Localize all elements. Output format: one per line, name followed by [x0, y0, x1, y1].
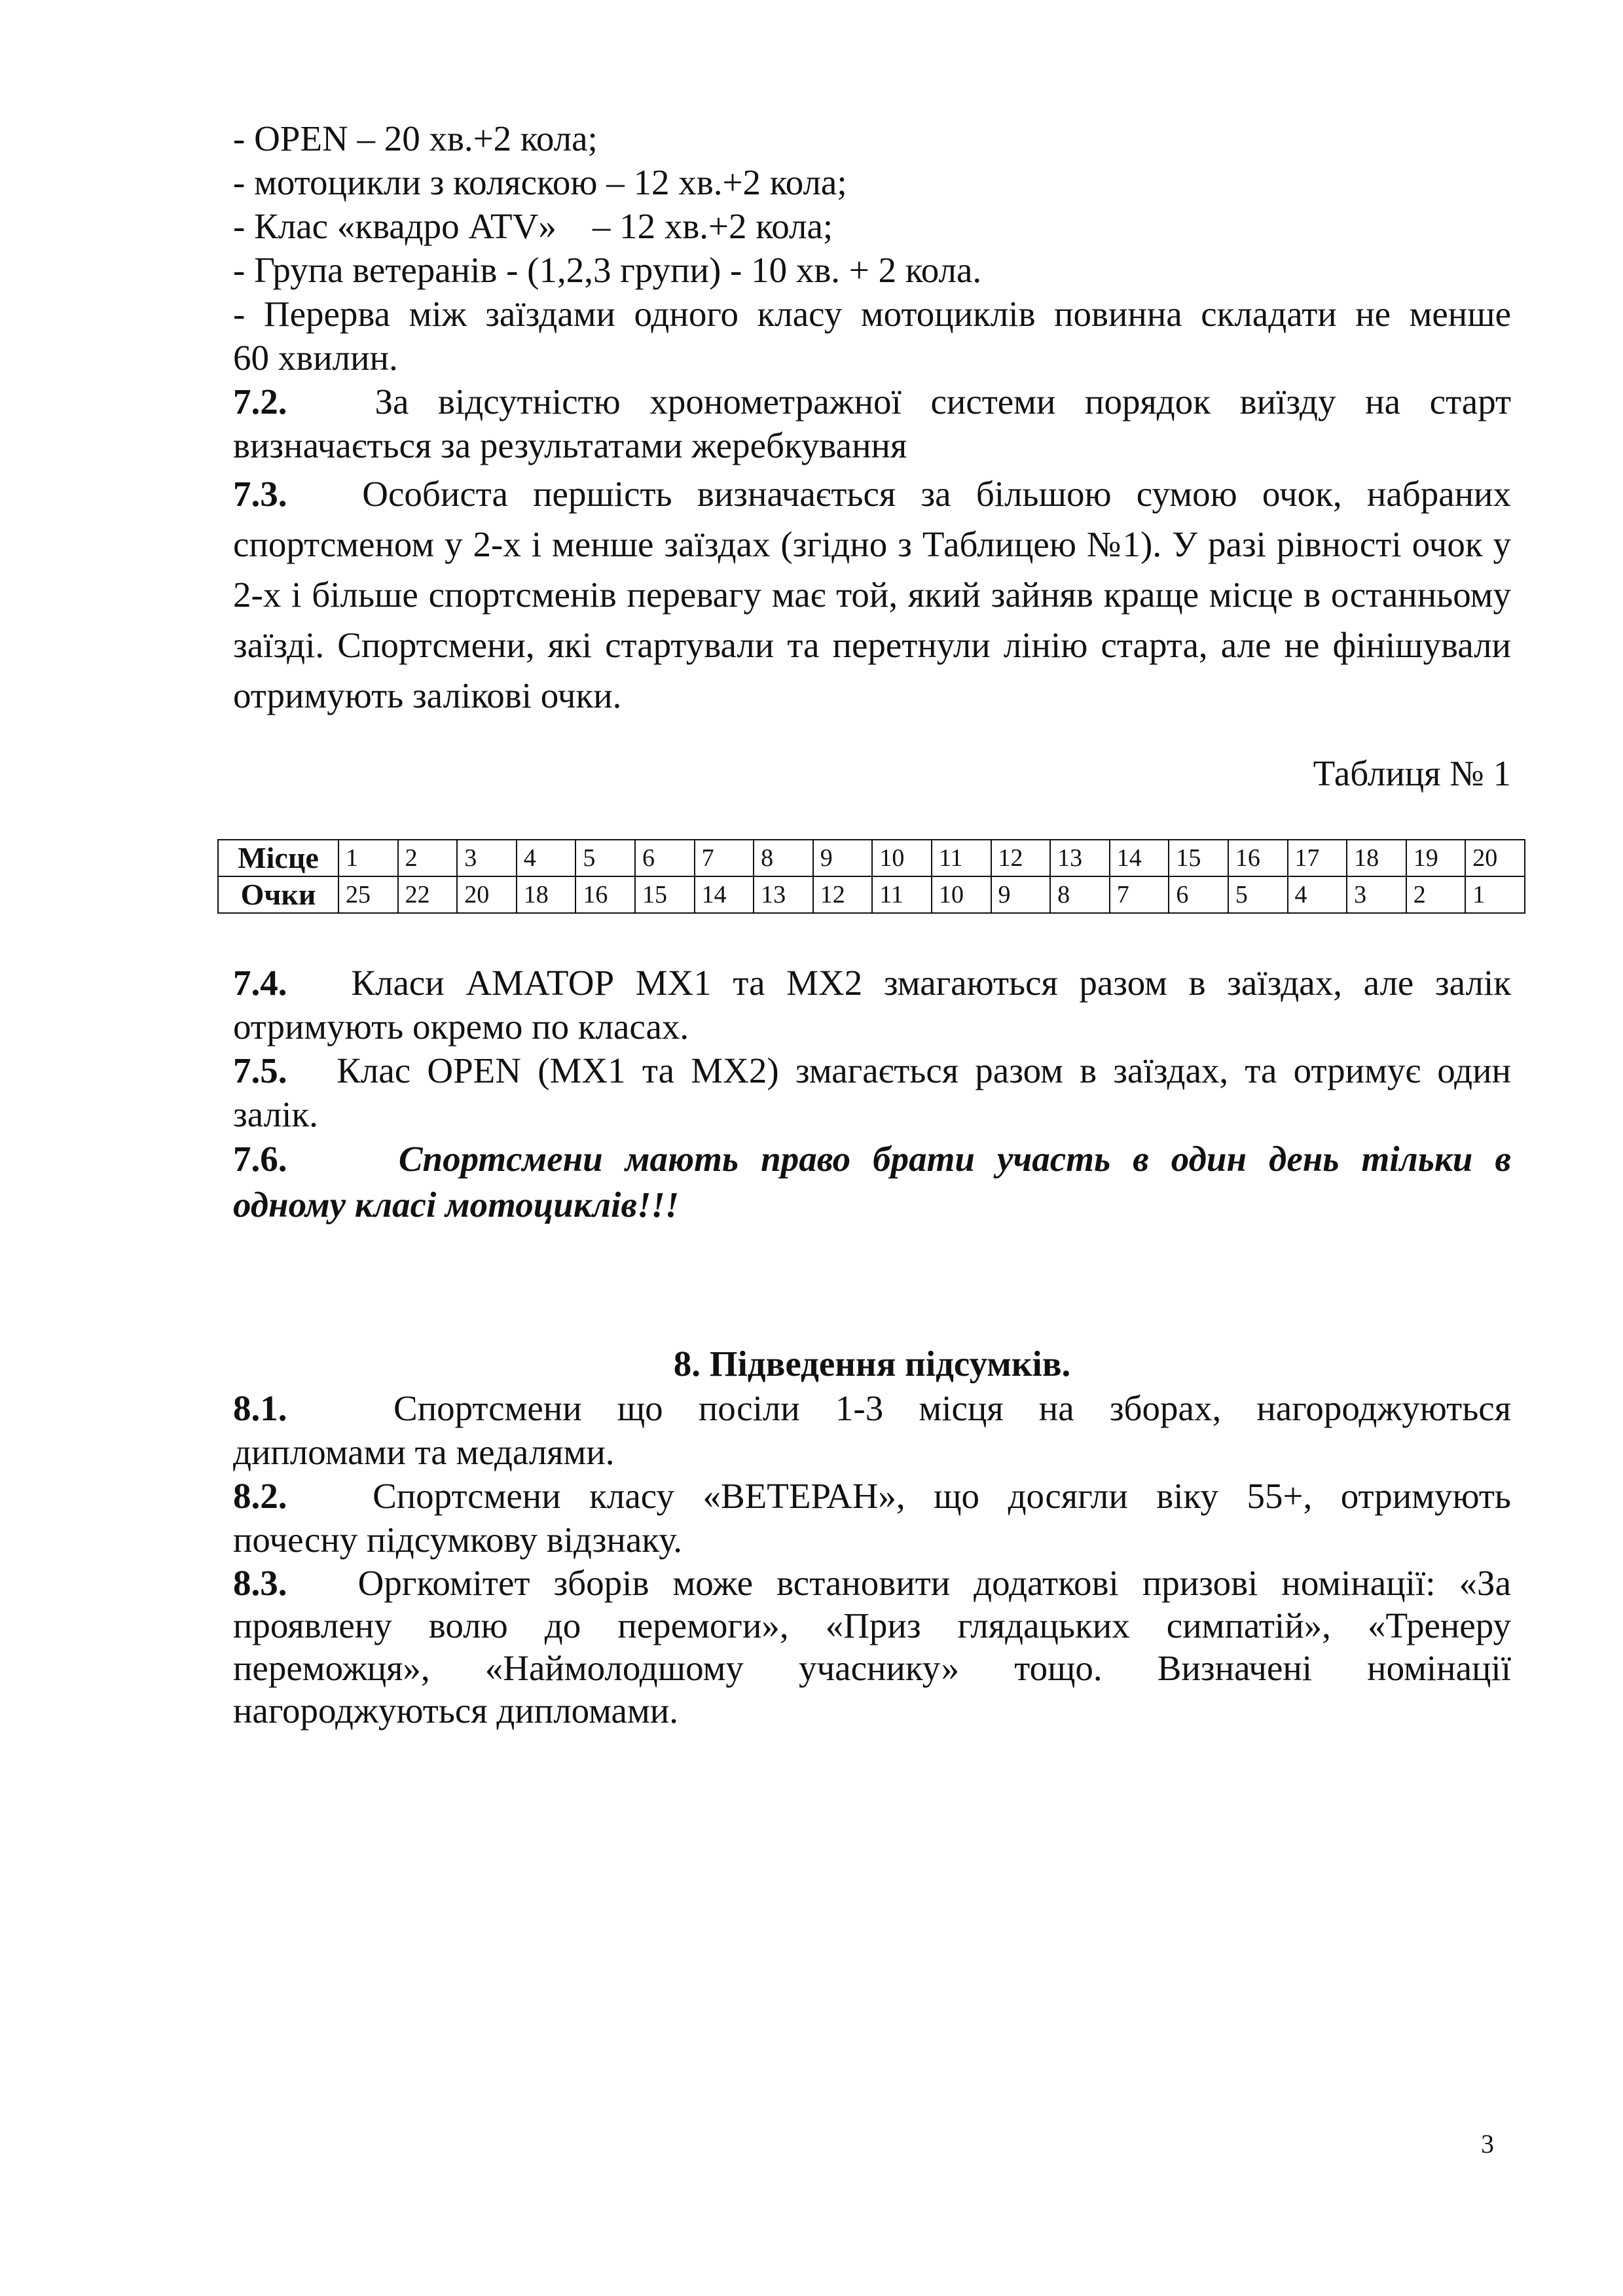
list-item-open: - OPEN – 20 хв.+2 кола; [233, 118, 598, 158]
points-cell: 25 [338, 876, 398, 913]
points-cell: 6 [1169, 876, 1228, 913]
paragraph-number: 8.3. [233, 1563, 287, 1603]
paragraph-text: Клас OPEN (MX1 та MX2) змагається разом в заїздах, та отримує один [337, 1050, 1511, 1090]
points-header: Очки [218, 876, 338, 913]
place-cell: 3 [457, 840, 517, 876]
paragraph-7-4-line-2: отримують окремо по класах. [233, 1007, 689, 1047]
place-header: Місце [218, 840, 338, 876]
paragraph-number: 8.1. [233, 1388, 287, 1428]
rules-block-8 [233, 1386, 1511, 1732]
paragraph-text: Спортсмени мають право брати участь в один день тільки в [398, 1139, 1511, 1179]
place-cell: 16 [1228, 840, 1288, 876]
place-cell: 20 [1465, 840, 1525, 876]
paragraph-text: За відсутністю хронометражної системи порядок виїзду на старт [374, 382, 1512, 422]
points-cell: 16 [575, 876, 635, 913]
place-cell: 11 [932, 840, 991, 876]
points-cell: 22 [398, 876, 458, 913]
points-cell: 10 [932, 876, 991, 913]
points-cell: 9 [991, 876, 1051, 913]
place-cell: 6 [635, 840, 695, 876]
paragraph-8-1-line-1 [233, 1386, 1511, 1430]
paragraph-text: Спортсмени що посіли 1-3 місця на зборах, нагороджуються [393, 1388, 1512, 1428]
paragraph-number: 8.2. [233, 1476, 287, 1516]
place-cell: 17 [1288, 840, 1347, 876]
rules-block-7 [233, 117, 1511, 721]
paragraph-7-6-line-1 [233, 1136, 1511, 1182]
place-cell: 18 [1347, 840, 1406, 876]
place-cell: 9 [813, 840, 873, 876]
points-cell: 15 [635, 876, 695, 913]
paragraph-text: Спортсмени класу «ВЕТЕРАН», що досягли віку 55+, отримують [373, 1476, 1512, 1516]
paragraph-8-1-line-2: дипломами та медалями. [233, 1432, 615, 1472]
place-cell: 1 [338, 840, 398, 876]
rules-block-7-4 [233, 961, 1511, 1228]
place-cell: 8 [754, 840, 813, 876]
list-item-atv: - Клас «квадро ATV» – 12 хв.+2 кола; [233, 206, 833, 246]
paragraph-8-2-line-2: почесну підсумкову відзнаку. [233, 1520, 682, 1560]
paragraph-7-5-line-1 [233, 1049, 1511, 1092]
paragraph-7-3 [233, 469, 1511, 721]
paragraph-7-5-line-2: залік. [233, 1094, 318, 1134]
place-cell: 12 [991, 840, 1051, 876]
break-rule-line-2: 60 хвилин. [233, 338, 398, 378]
place-cell: 15 [1169, 840, 1228, 876]
points-cell: 1 [1465, 876, 1525, 913]
points-cell: 2 [1406, 876, 1466, 913]
points-cell: 3 [1347, 876, 1406, 913]
paragraph-text: Класи АМАТОР MX1 та MX2 змагаються разом в заїздах, але залік [351, 963, 1511, 1003]
points-cell: 20 [457, 876, 517, 913]
paragraph-number: 7.6. [233, 1139, 287, 1179]
paragraph-7-2-line-1 [233, 380, 1511, 423]
points-cell: 12 [813, 876, 873, 913]
points-cell: 14 [695, 876, 754, 913]
points-cell: 5 [1228, 876, 1288, 913]
table-row-points [218, 876, 1525, 913]
paragraph-7-2-line-2: визначається за результатами жеребкування [233, 425, 907, 465]
place-cell: 4 [517, 840, 576, 876]
paragraph-number: 7.5. [233, 1050, 287, 1090]
paragraph-number: 7.2. [233, 382, 287, 422]
place-cell: 14 [1110, 840, 1169, 876]
points-cell: 11 [872, 876, 932, 913]
points-cell: 7 [1110, 876, 1169, 913]
paragraph-text: Особиста першість визначається за більшою сумою очок, набраних спортсменом у 2-х і менше заїздах (згідно з Таблицею №1). У разі рівності очок у 2-х і більше спортсменів перевагу має той, який зайняв краще місце в останньому заїзді. Спортсмени, які стартували та перетнули лінію старта, але не фінішували отримують залікові очки. [233, 474, 1511, 715]
points-cell: 18 [517, 876, 576, 913]
points-cell: 4 [1288, 876, 1347, 913]
points-cell: 13 [754, 876, 813, 913]
paragraph-8-2-line-1 [233, 1474, 1511, 1518]
place-cell: 7 [695, 840, 754, 876]
table-row-places [218, 840, 1525, 876]
place-cell: 5 [575, 840, 635, 876]
paragraph-text: Оргкомітет зборів може встановити додаткові призові номінації: «За проявлену волю до перемоги», «Приз глядацьких симпатій», «Тренеру переможця», «Наймолодшому учаснику» тощо. Визначені номінації нагороджуються дипломами. [233, 1563, 1511, 1731]
break-rule-line-1: - Перерва між заїздами одного класу мотоциклів повинна складати не менше [233, 294, 1511, 334]
paragraph-7-4-line-1 [233, 961, 1511, 1005]
paragraph-7-6-line-2: одному класі мотоциклів!!! [233, 1185, 680, 1225]
paragraph-number: 7.3. [233, 474, 287, 514]
table-caption: Таблиця № 1 [1313, 753, 1511, 793]
list-item-sidecar: - мотоцикли з коляскою – 12 хв.+2 кола; [233, 162, 847, 202]
section-8-title: 8. Підведення підсумків. [673, 1344, 1071, 1384]
place-cell: 2 [398, 840, 458, 876]
points-table [217, 839, 1525, 914]
paragraph-8-3 [233, 1562, 1511, 1732]
list-item-veterans: - Група ветеранів - (1,2,3 групи) - 10 хв. + 2 кола. [233, 250, 982, 290]
points-cell: 8 [1050, 876, 1110, 913]
page-number: 3 [1481, 2129, 1494, 2159]
place-cell: 13 [1050, 840, 1110, 876]
place-cell: 10 [872, 840, 932, 876]
place-cell: 19 [1406, 840, 1466, 876]
paragraph-number: 7.4. [233, 963, 287, 1003]
